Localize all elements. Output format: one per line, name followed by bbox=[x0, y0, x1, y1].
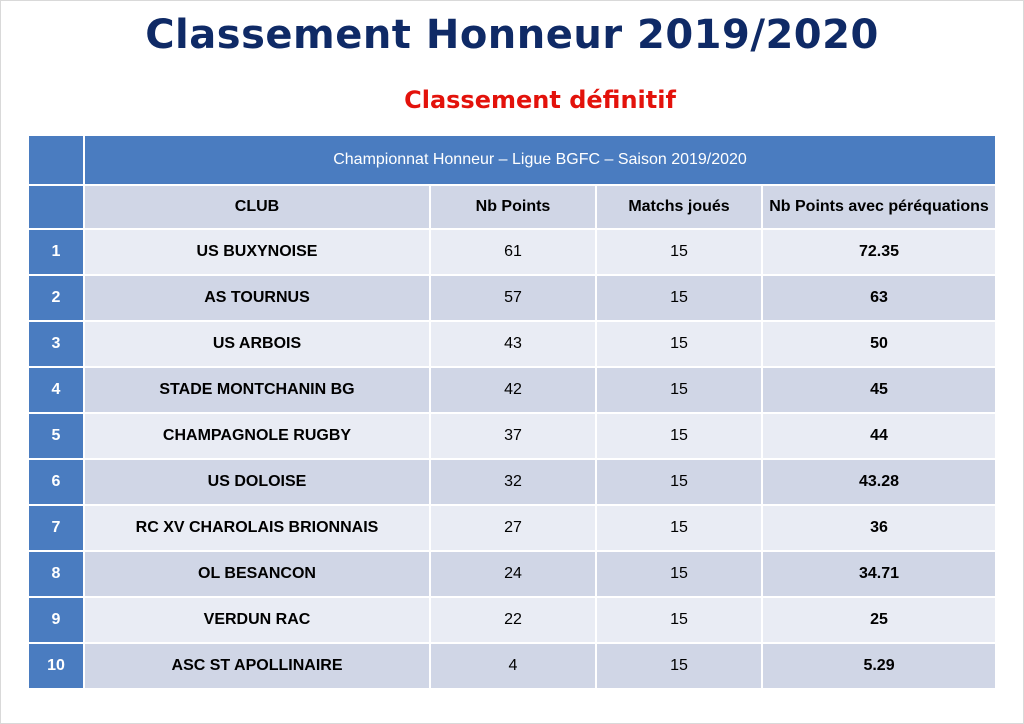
rank-cell: 6 bbox=[28, 459, 84, 505]
column-header-points: Nb Points bbox=[430, 185, 596, 229]
table-row bbox=[28, 597, 996, 643]
matches-cell: 15 bbox=[596, 505, 762, 551]
rank-cell: 3 bbox=[28, 321, 84, 367]
adjusted-points-cell: 50 bbox=[762, 321, 996, 367]
table-row bbox=[28, 367, 996, 413]
club-cell: ASC ST APOLLINAIRE bbox=[84, 643, 430, 689]
adjusted-points-cell: 5.29 bbox=[762, 643, 996, 689]
adjusted-points-cell: 34.71 bbox=[762, 551, 996, 597]
table-row bbox=[28, 505, 996, 551]
rank-cell: 8 bbox=[28, 551, 84, 597]
table-header-row bbox=[28, 185, 996, 229]
club-cell: US DOLOISE bbox=[84, 459, 430, 505]
column-header-adjusted-points: Nb Points avec péréquations bbox=[762, 185, 996, 229]
rank-cell: 1 bbox=[28, 229, 84, 275]
rank-cell: 2 bbox=[28, 275, 84, 321]
rank-header-cell bbox=[28, 185, 84, 229]
adjusted-points-cell: 36 bbox=[762, 505, 996, 551]
club-cell: AS TOURNUS bbox=[84, 275, 430, 321]
adjusted-points-cell: 72.35 bbox=[762, 229, 996, 275]
rank-cell: 5 bbox=[28, 413, 84, 459]
page-subtitle: Classement définitif bbox=[404, 86, 676, 114]
rank-cell: 10 bbox=[28, 643, 84, 689]
adjusted-points-cell: 63 bbox=[762, 275, 996, 321]
column-header-club: CLUB bbox=[84, 185, 430, 229]
column-header-matches: Matchs joués bbox=[596, 185, 762, 229]
matches-cell: 15 bbox=[596, 643, 762, 689]
matches-cell: 15 bbox=[596, 551, 762, 597]
matches-cell: 15 bbox=[596, 321, 762, 367]
points-cell: 27 bbox=[430, 505, 596, 551]
rank-cell: 9 bbox=[28, 597, 84, 643]
points-cell: 43 bbox=[430, 321, 596, 367]
matches-cell: 15 bbox=[596, 367, 762, 413]
table-row bbox=[28, 229, 996, 275]
points-cell: 32 bbox=[430, 459, 596, 505]
table-row bbox=[28, 551, 996, 597]
adjusted-points-cell: 45 bbox=[762, 367, 996, 413]
ranking-table bbox=[27, 134, 997, 690]
adjusted-points-cell: 44 bbox=[762, 413, 996, 459]
matches-cell: 15 bbox=[596, 413, 762, 459]
adjusted-points-cell: 43.28 bbox=[762, 459, 996, 505]
rank-cell: 7 bbox=[28, 505, 84, 551]
rank-cell: 4 bbox=[28, 367, 84, 413]
table-row bbox=[28, 459, 996, 505]
table-row bbox=[28, 413, 996, 459]
points-cell: 42 bbox=[430, 367, 596, 413]
matches-cell: 15 bbox=[596, 597, 762, 643]
table-banner: Championnat Honneur – Ligue BGFC – Saison 2019/2020 bbox=[84, 135, 996, 185]
club-cell: US ARBOIS bbox=[84, 321, 430, 367]
points-cell: 24 bbox=[430, 551, 596, 597]
club-cell: VERDUN RAC bbox=[84, 597, 430, 643]
corner-cell bbox=[28, 135, 84, 185]
matches-cell: 15 bbox=[596, 229, 762, 275]
adjusted-points-cell: 25 bbox=[762, 597, 996, 643]
matches-cell: 15 bbox=[596, 275, 762, 321]
table-banner-row bbox=[28, 135, 996, 185]
club-cell: STADE MONTCHANIN BG bbox=[84, 367, 430, 413]
club-cell: RC XV CHAROLAIS BRIONNAIS bbox=[84, 505, 430, 551]
points-cell: 4 bbox=[430, 643, 596, 689]
page-title: Classement Honneur 2019/2020 bbox=[145, 12, 879, 58]
club-cell: US BUXYNOISE bbox=[84, 229, 430, 275]
club-cell: CHAMPAGNOLE RUGBY bbox=[84, 413, 430, 459]
points-cell: 57 bbox=[430, 275, 596, 321]
points-cell: 61 bbox=[430, 229, 596, 275]
table-row bbox=[28, 643, 996, 689]
club-cell: OL BESANCON bbox=[84, 551, 430, 597]
table-row bbox=[28, 321, 996, 367]
points-cell: 22 bbox=[430, 597, 596, 643]
points-cell: 37 bbox=[430, 413, 596, 459]
table-row bbox=[28, 275, 996, 321]
matches-cell: 15 bbox=[596, 459, 762, 505]
